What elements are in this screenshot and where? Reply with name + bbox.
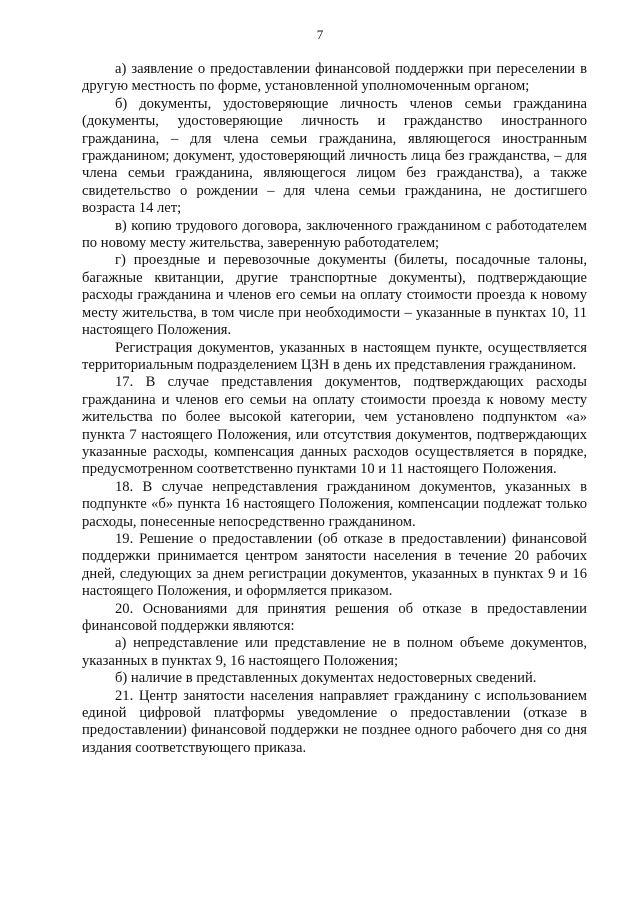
paragraph-clause-19: 19. Решение о предоставлении (об отказе в предоставлении) финансовой поддержки принимается центром занятости населения в течение 20 рабочих дней, следующих за днем регистрации документов, указанных в пунктах 9 и 16 настоящего Положения, и оформляется приказом. [82, 530, 587, 600]
page-number: 7 [316, 27, 324, 42]
paragraph-clause-20-item-b: б) наличие в представленных документах недостоверных сведений. [115, 670, 537, 687]
paragraph-clause-20: 20. Основаниями для принятия решения об отказе в предоставлении финансовой поддержки являются: [82, 600, 587, 634]
paragraph-clause-17: 17. В случае представления документов, подтверждающих расходы гражданина и членов его семьи на оплату стоимости проезда к новому месту жительства по более высокой категории, чем установлено подпунктом «а» пункта 7 настоящего Положения, или отсутствия документов, подтверждающих указанные расходы, компенсация данных расходов осуществляется в порядке, предусмотренном соответственно пунктами 10 и 11 настоящего Положения. [82, 374, 587, 478]
paragraph-item-a-application: а) заявление о предоставлении финансовой поддержки при переселении в другую местность по форме, установленной уполномоченным органом; [82, 61, 587, 95]
paragraph-item-b-identity-documents: б) документы, удостоверяющие личность членов семьи гражданина (документы, удостоверяющие личность и гражданство иностранного гражданина, – для члена семьи гражданина, являющегося иностранным гражданином; документ, удостоверяющий личность лица без гражданства, – для члена семьи гражданина, являющегося лицом без гражданства), а также свидетельство о рождении – для члена семьи гражданина, не достигшего возраста 14 лет; [82, 95, 587, 217]
paragraph-item-v-employment-contract: в) копию трудового договора, заключенного гражданином с работодателем по новому месту жительства, заверенную работодателем; [82, 217, 587, 252]
paragraph-document-registration: Регистрация документов, указанных в настоящем пункте, осуществляется территориальным подразделением ЦЗН в день их представления гражданином. [82, 339, 587, 373]
paragraph-clause-21: 21. Центр занятости населения направляет гражданину с использованием единой цифровой платформы уведомление о предоставлении (отказе в предоставлении) финансовой поддержки не позднее одного рабочего дня со дня издания соответствующего приказа. [82, 687, 587, 756]
document-body [82, 61, 587, 757]
paragraph-item-g-travel-documents: г) проездные и перевозочные документы (билеты, посадочные талоны, багажные квитанции, другие транспортные документы), подтверждающие расходы гражданина и членов его семьи на оплату стоимости проезда к новому месту жительства, в том числе при необходимости – указанные в пунктах 10, 11 настоящего Положения. [82, 252, 587, 339]
paragraph-clause-18: 18. В случае непредставления гражданином документов, указанных в подпункте «б» пункта 16 настоящего Положения, компенсации подлежат только расходы, понесенные непосредственно гражданином. [82, 478, 587, 530]
paragraph-clause-20-item-a: а) непредставление или представление не в полном объеме документов, указанных в пунктах 9, 16 настоящего Положения; [82, 635, 587, 669]
